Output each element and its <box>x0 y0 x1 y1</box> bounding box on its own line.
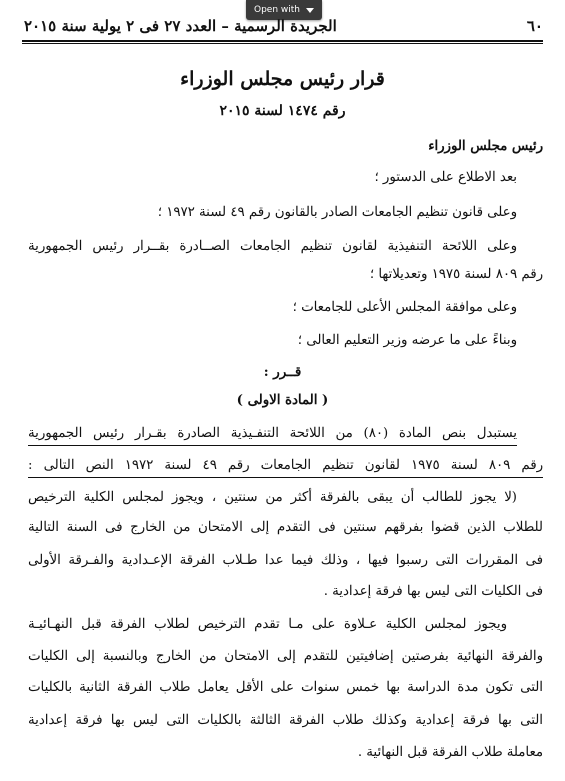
paragraph-line: (لا يجوز للطالب أن يبقى بالفرقة أكثر من سنتين ، ويجوز لمجلس الكلية الترخيص <box>28 490 517 505</box>
issuer-line: رئيس مجلس الوزراء <box>428 139 543 154</box>
decree-number: رقم ١٤٧٤ لسنة ٢٠١٥ <box>219 103 346 119</box>
paragraph-line: التى بها فرقة إعدادية وكذلك طلاب الفرقة الثالثة بالكليات التى ليس بها فرقة إعدادية <box>28 713 543 728</box>
preamble-line: وبناءً على ما عرضه وزير التعليم العالى ؛ <box>297 333 517 348</box>
paragraph-line: معاملة طلاب الفرقة قبل النهائية . <box>357 745 543 760</box>
open-with-label: Open with <box>254 5 300 15</box>
article-heading: ( المادة الاولى ) <box>236 393 329 408</box>
preamble-line: بعد الاطلاع على الدستور ؛ <box>374 170 517 185</box>
preamble-line: رقم ٨٠٩ لسنة ١٩٧٥ وتعديلاتها ؛ <box>369 267 543 282</box>
paragraph-line: ويجوز لمجلس الكلية عـلاوة على مـا تقدم الترخيص لطلاب الفرقة قبل النهـائيـة <box>28 617 507 632</box>
header-divider-thin <box>22 43 543 44</box>
preamble-line: وعلى اللائحة التنفيذية لقانون تنظيم الجامعات الصــادرة بقــرار رئيس الجمهورية <box>28 239 517 254</box>
page-number: ٦٠ <box>526 17 543 35</box>
running-title: الجريدة الرسمية – العدد ٢٧ فى ٢ يولية سنة ٢٠١٥ <box>24 17 337 35</box>
article-intro-line: رقم ٨٠٩ لسنة ١٩٧٥ لقانون تنظيم الجامعات رقم ٤٩ لسنة ١٩٧٢ النص التالى : <box>28 455 543 478</box>
paragraph-line: التى تكون مدة الدراسة بها خمس سنوات على الأقل يعامل طلاب الفرقة الثانية بالكليات <box>28 680 543 695</box>
paragraph-line: للطلاب الذين قضوا بفرقهم سنتين فى التقدم إلى الامتحان من الخارج فى السنة التالية <box>28 520 543 535</box>
preamble-line: وعلى قانون تنظيم الجامعات الصادر بالقانون رقم ٤٩ لسنة ١٩٧٢ ؛ <box>157 205 517 220</box>
chevron-down-icon <box>306 8 314 13</box>
paragraph-line: والفرقة النهائية بفرصتين إضافيتين للتقدم إلى الامتحان من الخارج وبالنسبة إلى الكليات <box>28 649 543 664</box>
decision-heading: قــرر : <box>263 365 302 380</box>
header-divider <box>22 40 543 42</box>
preamble-line: وعلى موافقة المجلس الأعلى للجامعات ؛ <box>292 300 517 315</box>
running-header <box>24 14 543 38</box>
paragraph-line: فى المقررات التى رسبوا فيها ، وذلك فيما عدا طـلاب الفرقة الإعـدادية والفـرقة الأولى <box>28 553 543 568</box>
article-intro-line: يستبدل بنص المادة (٨٠) من اللائحة التنفـيذية الصادرة بقـرار رئيس الجمهورية <box>28 423 517 446</box>
decree-title: قرار رئيس مجلس الوزراء <box>180 68 385 90</box>
paragraph-line: فى الكليات التى ليس بها فرقة إعدادية . <box>323 584 543 599</box>
